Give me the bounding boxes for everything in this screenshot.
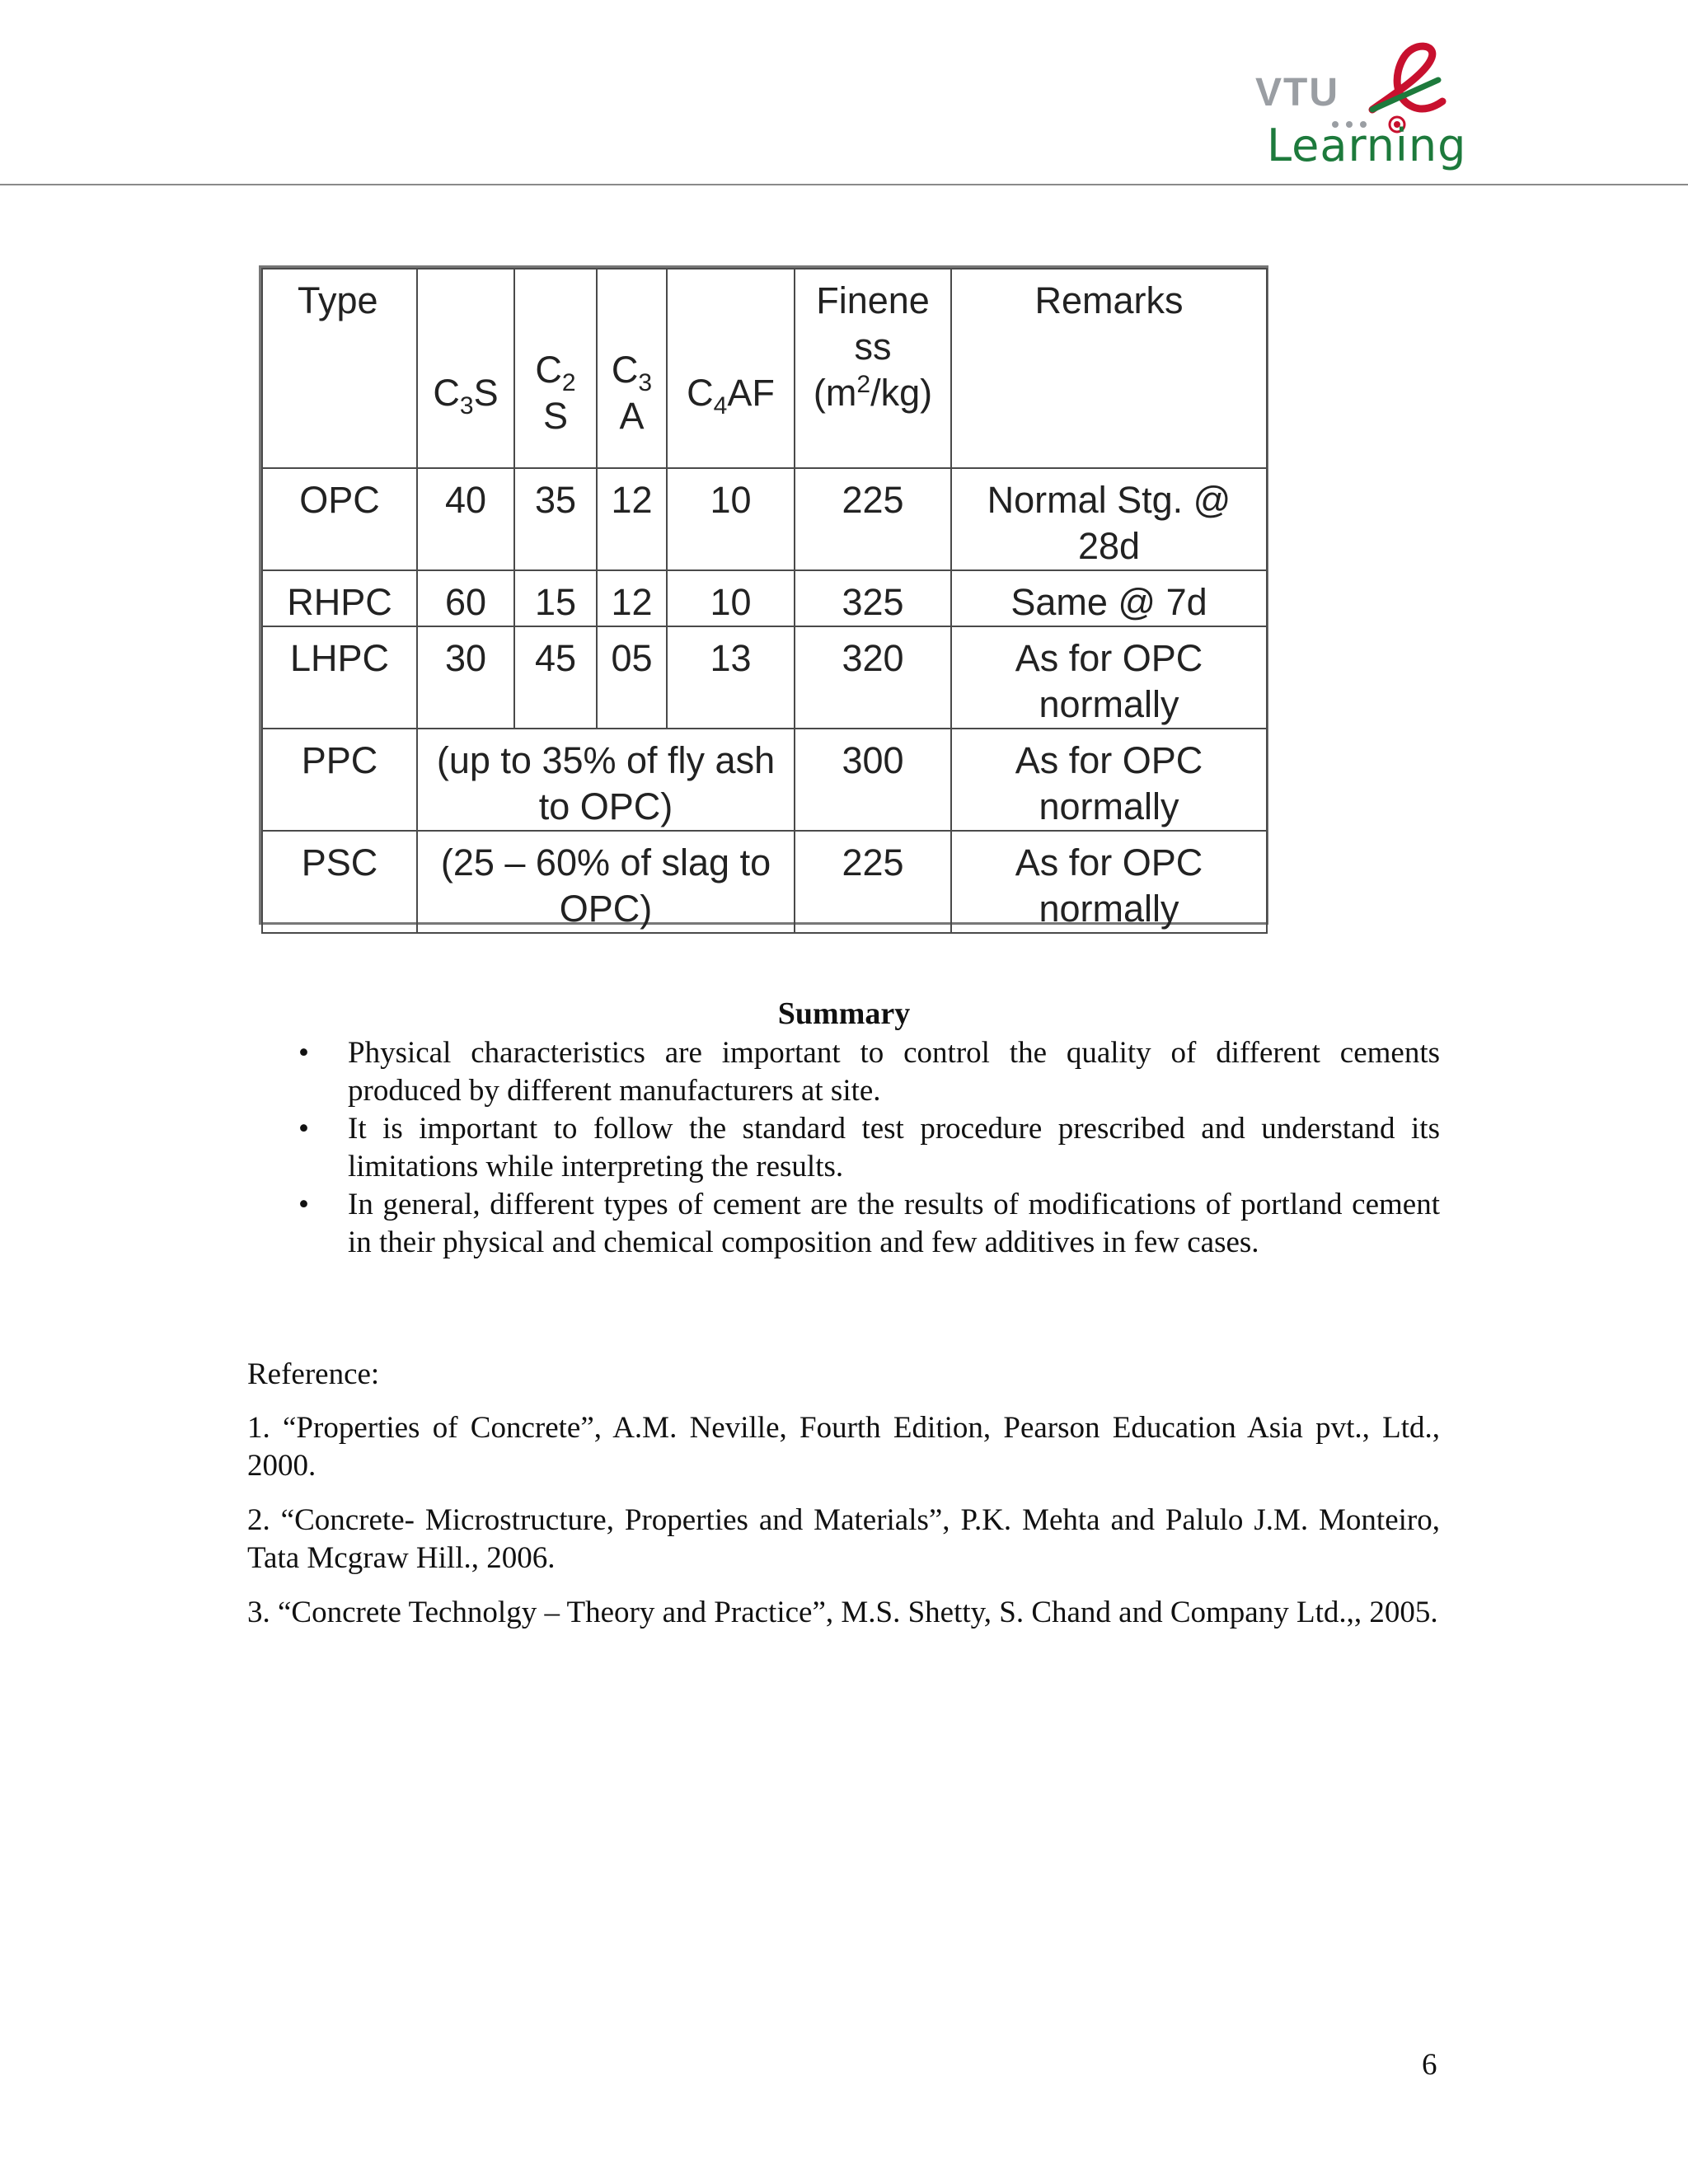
- cell-c3a: 12: [597, 570, 667, 626]
- reference-item: 2. “Concrete- Microstructure, Properties and Materials”, P.K. Mehta and Palulo J.M. Monteiro, Tata Mcgraw Hill., 2006.: [247, 1503, 1440, 1575]
- header-fineness: Finene ss $(m^2/kg)$: [795, 269, 951, 468]
- cell-c4af: 10: [667, 468, 795, 570]
- table-row: [262, 570, 1267, 626]
- table-row: [262, 729, 1267, 831]
- header-remarks: Remarks: [951, 269, 1267, 468]
- cell-c2s: 45: [514, 626, 597, 729]
- cell-fineness: 300: [795, 729, 951, 831]
- header-type: Type: [262, 269, 417, 468]
- summary-heading: Summary: [777, 996, 911, 1031]
- cell-composition-note: (25 – 60% of slag to OPC): [417, 831, 795, 933]
- cell-remarks: Normal Stg. @ 28d: [951, 468, 1267, 570]
- cell-c4af: 13: [667, 626, 795, 729]
- cell-type: LHPC: [262, 626, 417, 729]
- cell-remarks: As for OPC normally: [951, 831, 1267, 933]
- cell-remarks: Same @ 7d: [951, 570, 1267, 626]
- table-row: [262, 831, 1267, 933]
- cell-fineness: 225: [795, 831, 951, 933]
- cell-fineness: 320: [795, 626, 951, 729]
- table-row: [262, 468, 1267, 570]
- table-row: [262, 626, 1267, 729]
- bullet-icon: •: [298, 1188, 309, 1221]
- list-item: [247, 1186, 1440, 1262]
- cell-c3s: 40: [417, 468, 514, 570]
- cell-composition-note: (up to 35% of fly ash to OPC): [417, 729, 795, 831]
- cell-type: PPC: [262, 729, 417, 831]
- cell-remarks: As for OPC normally: [951, 729, 1267, 831]
- logo-learning-text: Learning: [1267, 120, 1467, 171]
- cell-fineness: 225: [795, 468, 951, 570]
- reference-item: 3. “Concrete Technolgy – Theory and Practice”, M.S. Shetty, S. Chand and Company Ltd.,, 2005.: [247, 1596, 1438, 1629]
- cell-type: OPC: [262, 468, 417, 570]
- page-number: 6: [1422, 2048, 1437, 2082]
- cell-type: PSC: [262, 831, 417, 933]
- list-item: [247, 1110, 1440, 1186]
- cell-type: RHPC: [262, 570, 417, 626]
- bullet-text: It is important to follow the standard test procedure prescribed and understand its limitations while interpreting the results.: [348, 1112, 1440, 1183]
- cell-c3s: 30: [417, 626, 514, 729]
- cell-remarks: As for OPC normally: [951, 626, 1267, 729]
- header-c4af: $C_4AF$: [667, 269, 795, 468]
- header-c3a: $C_3$ A: [597, 269, 667, 468]
- vtu-elearning-logo: [1249, 37, 1467, 177]
- reference-heading: Reference:: [247, 1357, 380, 1391]
- bullet-icon: •: [298, 1112, 309, 1146]
- cell-c2s: 35: [514, 468, 597, 570]
- cell-fineness: 325: [795, 570, 951, 626]
- list-item: [247, 1034, 1440, 1110]
- cell-c3a: 12: [597, 468, 667, 570]
- header-divider: [0, 184, 1688, 185]
- cell-c2s: 15: [514, 570, 597, 626]
- header-c2s: $C_2$ S: [514, 269, 597, 468]
- header-c3s: $C_3S$: [417, 269, 514, 468]
- cell-c3s: 60: [417, 570, 514, 626]
- cement-types-table: [259, 265, 1268, 930]
- bullet-text: Physical characteristics are important to control the quality of different cements produced by different manufacturers at site.: [348, 1036, 1440, 1108]
- cell-c3a: 05: [597, 626, 667, 729]
- cell-c4af: 10: [667, 570, 795, 626]
- summary-bullet-list: [247, 1034, 1440, 1262]
- logo-vtu-text: VTU: [1255, 71, 1339, 115]
- table-header-row: [262, 269, 1267, 468]
- bullet-text: In general, different types of cement are the results of modifications of portland cement in their physical and chemical composition and few additives in few cases.: [348, 1188, 1440, 1259]
- reference-item: 1. “Properties of Concrete”, A.M. Neville, Fourth Edition, Pearson Education Asia pvt., Ltd., 2000.: [247, 1411, 1440, 1483]
- bullet-icon: •: [298, 1036, 309, 1070]
- reference-list: [247, 1409, 1440, 1648]
